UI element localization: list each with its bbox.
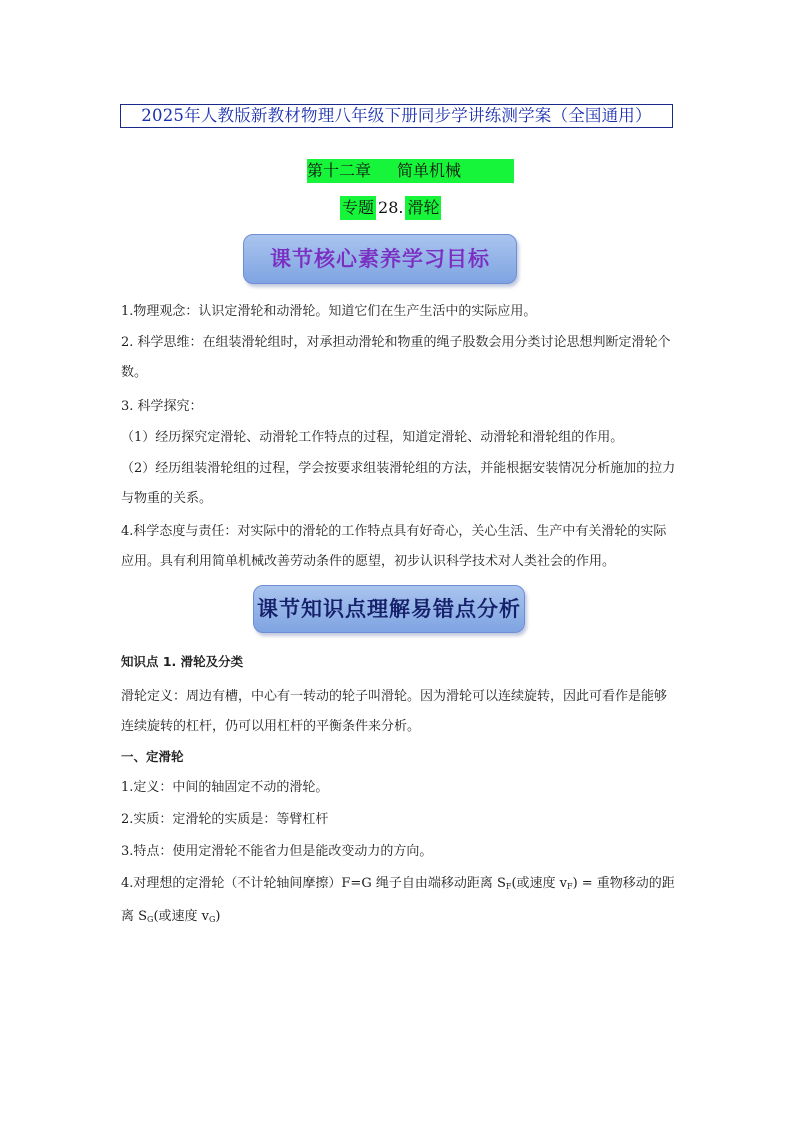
fixed-pulley-item-3: 3.特点：使用定滑轮不能省力但是能改变动力的方向。	[121, 844, 433, 859]
topic-name: 滑轮	[405, 196, 441, 220]
knowledge-point-1-title: 知识点 1. 滑轮及分类	[121, 654, 244, 669]
goal-item-3-2: （2）经历组装滑轮组的过程，学会按要求组装滑轮组的方法，并能根据安装情况分析施加的拉力与物重的关系。	[121, 461, 676, 506]
item4-sub-1: F	[505, 882, 512, 891]
item4-sub-3: G	[147, 915, 154, 924]
chapter-heading	[307, 159, 514, 183]
goal-item-2: 2. 科学思维：在组装滑轮组时，对承担动滑轮和物重的绳子股数会用分类讨论思想判断定滑轮个数。	[121, 335, 671, 380]
fixed-pulley-item-4	[121, 869, 677, 935]
pulley-definition: 滑轮定义：周边有槽，中心有一转动的轮子叫滑轮。因为滑轮可以连续旋转，因此可看作是能够连续旋转的杠杆，仍可以用杠杆的平衡条件来分析。	[121, 689, 668, 734]
item4-text-5: )	[215, 909, 221, 924]
goal-item-3-1: （1）经历探究定滑轮、动滑轮工作特点的过程，知道定滑轮、动滑轮和滑轮组的作用。	[121, 430, 624, 445]
chapter-name: 简单机械	[397, 161, 462, 180]
item4-text-4: (或速度 v	[153, 909, 209, 924]
topic-heading	[340, 196, 441, 220]
item4-text-3: ) = 重物移动的距离 S	[121, 876, 675, 924]
fixed-pulley-title: 一、定滑轮	[121, 749, 184, 764]
item4-sub-4: G	[209, 915, 216, 924]
goal-item-4: 4.科学态度与责任：对实际中的滑轮的工作特点具有好奇心，关心生活、生产中有关滑轮的实际应用。具有利用简单机械改善劳动条件的愿望，初步认识科学技术对人类社会的作用。	[121, 524, 667, 569]
chapter-number: 第十二章	[307, 161, 372, 180]
item4-text-2: (或速度 v	[511, 876, 567, 891]
item4-text-1: 4.对理想的定滑轮（不计轮轴间摩擦）F=G 绳子自由端移动距离 S	[121, 876, 506, 891]
document-title: 2025年人教版新教材物理八年级下册同步学讲练测学案（全国通用）	[120, 104, 673, 128]
fixed-pulley-item-1: 1.定义：中间的轴固定不动的滑轮。	[121, 780, 329, 795]
item4-sub-2: F	[567, 882, 573, 891]
topic-prefix: 专题	[340, 196, 376, 220]
knowledge-points-banner: 课节知识点理解易错点分析	[253, 585, 525, 633]
goal-item-3: 3. 科学探究：	[121, 399, 203, 414]
learning-goals-banner: 课节核心素养学习目标	[243, 234, 517, 284]
fixed-pulley-item-2: 2.实质：定滑轮的实质是：等臂杠杆	[121, 812, 329, 827]
goal-item-1: 1.物理观念：认识定滑轮和动滑轮。知道它们在生产生活中的实际应用。	[121, 304, 537, 319]
topic-number: 28.	[378, 198, 404, 217]
